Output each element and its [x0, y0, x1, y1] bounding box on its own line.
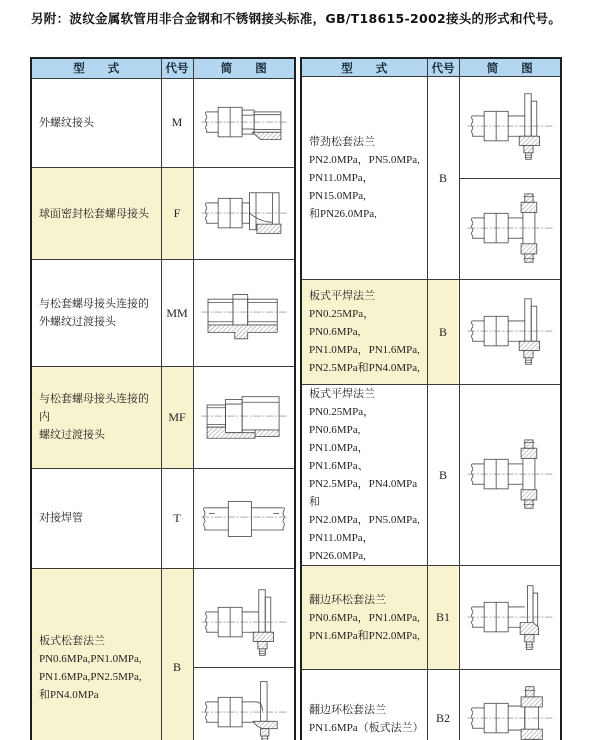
fitting-code-cell: T: [161, 468, 193, 568]
fitting-type-cell: [301, 280, 427, 385]
fitting-diagram-cell: [193, 568, 295, 740]
fitting-diagram-cell: [459, 77, 561, 280]
fitting-type-line: PN2.5MPa和PN4.0MPa,: [309, 362, 420, 374]
fitting-type-cell: [31, 568, 161, 740]
butt-weld-pipe-diagram: [194, 473, 295, 563]
fitting-type-line: PN11.0MPa，PN26.0MPa,: [309, 532, 374, 562]
fitting-type-line: PN0.25MPa，PN0.6MPa,: [309, 406, 375, 436]
table-row: [301, 280, 561, 385]
table-row: [301, 385, 561, 566]
fitting-type-line: 球面密封松套螺母接头: [39, 207, 149, 220]
hose-plate-flange-diagram: [194, 578, 295, 668]
page-title: 另附：波纹金属软管用非合金钢和不锈钢接头标准，GB/T18615-2002接头的形式和代号。: [31, 11, 562, 26]
table-row: [31, 168, 295, 260]
male-male-nipple-diagram: [194, 265, 295, 361]
right-fitting-table: [300, 57, 562, 740]
header-code: 代号: [427, 58, 459, 77]
fitting-type-cell: [31, 168, 161, 260]
fitting-diagram-cell: [459, 280, 561, 385]
fitting-code-cell: B: [161, 568, 193, 740]
fitting-diagram-cell: [193, 468, 295, 568]
fitting-type-cell: [301, 385, 427, 566]
fitting-diagram-cell: [193, 367, 295, 468]
fitting-type-line: 与松套螺母接头连接的内: [39, 393, 149, 424]
hose-male-thread-diagram: [194, 83, 295, 163]
fitting-type-line: PN11.0MPa，PN15.0MPa,: [309, 172, 374, 202]
fitting-type-line: PN1.0MPa，PN1.6MPa,: [309, 344, 420, 356]
fitting-code-cell: MM: [161, 260, 193, 367]
fitting-diagram-cell: [193, 168, 295, 260]
fitting-type-line: 外螺纹接头: [39, 116, 94, 129]
hose-collar-flange-diagram: [194, 667, 295, 740]
fitting-type-cell: [301, 670, 427, 740]
fitting-type-line: 和PN26.0MPa,: [309, 208, 377, 220]
header-type: 型 式: [301, 58, 427, 77]
fitting-type-line: 和PN4.0MPa: [39, 688, 99, 701]
fitting-type-line: 外螺纹过渡接头: [39, 316, 116, 329]
fitting-type-line: 翻边环松套法兰: [309, 703, 386, 716]
header-code: 代号: [161, 58, 193, 78]
fitting-type-line: 翻边环松套法兰: [309, 593, 386, 606]
fitting-type-cell: [31, 367, 161, 468]
fitting-type-cell: [31, 260, 161, 367]
fitting-type-cell: [31, 78, 161, 167]
fitting-type-line: PN0.6MPa，PN1.0MPa,: [309, 611, 420, 624]
header-diagram: 简 图: [459, 58, 561, 77]
fitting-type-line: 螺纹过渡接头: [39, 429, 105, 442]
fitting-type-cell: [301, 566, 427, 670]
fitting-diagram-cell: [459, 566, 561, 670]
fitting-type-line: 板式平焊法兰: [309, 388, 375, 400]
table-row: [31, 367, 295, 468]
fitting-type-cell: [301, 77, 427, 280]
hose-plate-flange-diagram: [460, 77, 561, 178]
fitting-type-line: 与松套螺母接头连接的: [39, 298, 149, 311]
hose-ring-flange-diagram: [460, 670, 561, 740]
hose-union-nut-diagram: [194, 172, 295, 255]
header-type: 型 式: [31, 58, 161, 78]
fitting-type-line: PN0.25MPa，PN0.6MPa,: [309, 308, 375, 338]
fitting-code-cell: MF: [161, 367, 193, 468]
fitting-type-cell: [31, 468, 161, 568]
hose-plate-flange-diagram: [460, 280, 561, 384]
fitting-diagram-cell: [193, 78, 295, 167]
fitting-type-line: PN0.6MPa,PN1.0MPa,: [39, 652, 142, 665]
header-diagram: 简 图: [193, 58, 295, 78]
fitting-type-line: PN2.0MPa，PN5.0MPa,: [309, 514, 420, 526]
fitting-code-cell: F: [161, 168, 193, 260]
table-row: [301, 566, 561, 670]
fitting-code-cell: B2: [427, 670, 459, 740]
fitting-diagram-cell: [459, 385, 561, 566]
fitting-code-cell: B: [427, 385, 459, 566]
fitting-type-line: PN1.6MPa（板式法兰）: [309, 721, 424, 734]
hose-neck-flange-diagram: [460, 178, 561, 280]
table-row: [31, 78, 295, 167]
fitting-diagram-cell: [193, 260, 295, 367]
fitting-type-line: PN2.5MPa，PN4.0MPa和: [309, 478, 418, 508]
male-female-nipple-diagram: [194, 372, 295, 463]
fitting-type-line: PN2.0MPa，PN5.0MPa,: [309, 154, 420, 166]
fitting-type-line: PN1.6MPa和PN2.0MPa,: [309, 629, 420, 642]
table-row: [31, 468, 295, 568]
fitting-type-line: 对接焊管: [39, 512, 83, 525]
fitting-type-line: PN1.6MPa,PN2.5MPa,: [39, 670, 142, 683]
left-fitting-table: [30, 57, 296, 740]
fitting-type-line: 带劲松套法兰: [309, 136, 375, 148]
fitting-code-cell: B1: [427, 566, 459, 670]
fitting-code-cell: M: [161, 78, 193, 167]
fitting-diagram-cell: [459, 670, 561, 740]
table-row: [31, 260, 295, 367]
table-row: [31, 568, 295, 740]
table-row: [301, 670, 561, 740]
table-row: [301, 77, 561, 280]
fitting-type-line: 板式松套法兰: [39, 634, 105, 647]
fitting-code-cell: B: [427, 280, 459, 385]
fitting-type-line: PN1.0MPa，PN1.6MPa、: [309, 442, 369, 472]
fitting-tables: [30, 57, 562, 740]
hose-lap-flange-diagram: [460, 566, 561, 669]
hose-neck-flange-diagram: [460, 418, 561, 533]
fitting-type-line: 板式平焊法兰: [309, 290, 375, 302]
fitting-code-cell: B: [427, 77, 459, 280]
